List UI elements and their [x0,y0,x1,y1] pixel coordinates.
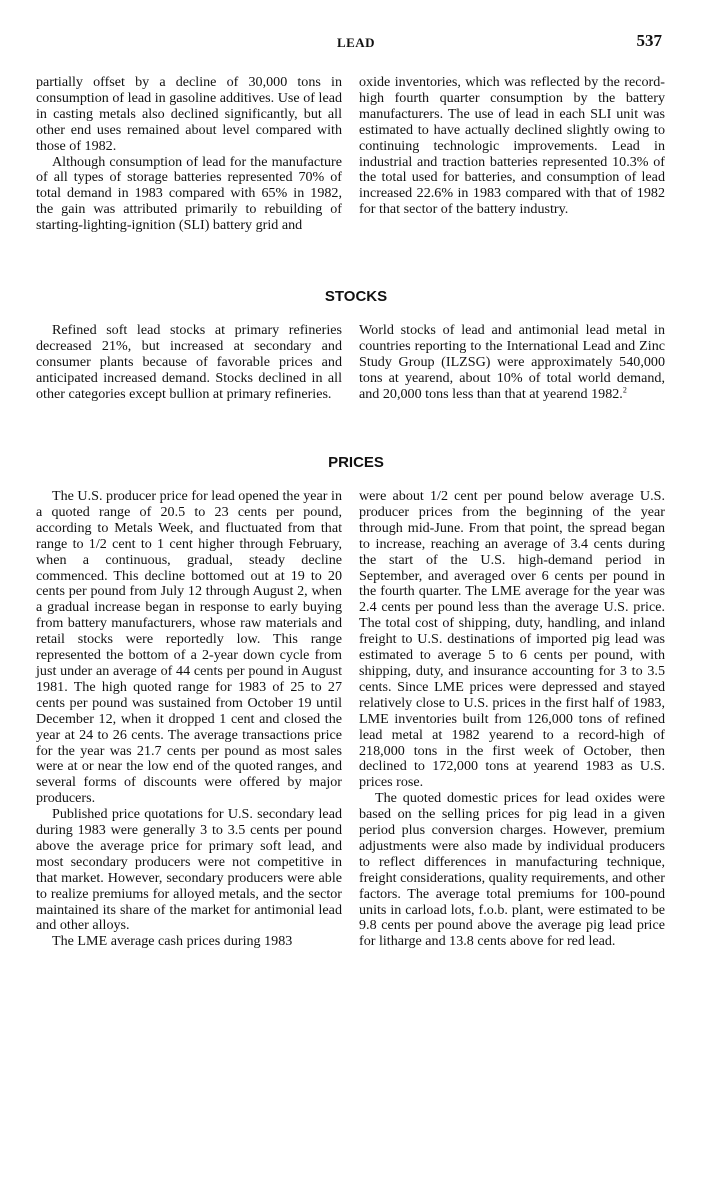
section-heading-stocks: STOCKS [324,288,388,305]
footnote-reference: 2 [622,384,627,394]
paragraph: Although consumption of lead for the manufacture of all types of storage batteries represented 70% of total demand in 1983 compared with 65% in 1982, the gain was attributed primarily to rebuilding of starting-lighting-ignition (SLI) battery grid and [36,153,342,234]
paragraph: The LME average cash prices during 1983 [52,933,293,950]
intro-right-column [359,75,665,218]
paragraph: were about 1/2 cent per pound below average U.S. producer prices from the beginning of the year through mid-June. From that point, the spread began to increase, reaching an average of 3.4 cents during the start of the U.S. high-demand period in September, and averaged over 6 cents per pound in the fourth quarter. The LME average for the year was 2.4 cents per pound less than the average U.S. price. The total cost of shipping, duty, handling, and inland freight to U.S. destinations of imported pig lead was estimated to average 5 to 6 cents per pound, with shipping, duty, and insurance accounting for 3 to 3.5 cents. Since LME prices were depressed and stayed relatively close to U.S. prices in the first half of 1983, LME inventories built from 126,000 tons of refined lead metal at 1982 yearend to a record-high of 218,000 tons in the first week of October, then declined to 172,000 tons at yearend 1983 as U.S. prices rose. [359,488,665,791]
intro-left-column [36,75,342,234]
stocks-right-column [359,323,665,403]
paragraph: oxide inventories, which was reflected by the record-high fourth quarter consumption by the battery manufacturers. The use of lead in each SLI unit was estimated to have actually declined slightly owing to continuing technologic improvements. Lead in industrial and traction batteries represented 10.3% of the total used for batteries, and consumption of lead increased 22.6% in 1983 compared with that of 1982 for that sector of the battery industry. [359,74,665,218]
running-title: LEAD [336,35,376,50]
paragraph: The quoted domestic prices for lead oxides were based on the selling prices for pig lead in a given period plus conversion charges. However, premium adjustments were also made by individual producers to reflect differences in manufacturing technique, freight considerations, quality requirements, and other factors. The average total premiums for 100-pound units in carload lots, f.o.b. plant, were estimated to be 9.8 cents per pound above the average pig lead price for litharge and 13.8 cents above for red lead. [359,790,665,950]
paragraph-text: World stocks of lead and antimonial lead metal in countries reporting to the International Lead and Zinc Study Group (ILZSG) were approximately 540,000 tons at yearend, about 10% of total world demand, and 20,000 tons less than that at yearend 1982. [359,322,665,402]
running-head [0,33,712,53]
paragraph [359,323,665,403]
stocks-left-column [36,323,342,403]
prices-right-column [359,489,665,950]
page-number: 537 [636,31,662,50]
section-heading-prices: PRICES [328,454,384,471]
paragraph: partially offset by a decline of 30,000 tons in consumption of lead in gasoline additives. Use of lead in casting metals also declined significantly, but all other end uses remained about level compared with those of 1982. [36,74,342,154]
paragraph: Refined soft lead stocks at primary refineries decreased 21%, but increased at secondary and consumer plants because of favorable prices and anticipated increased demand. Stocks declined in all other categories except bullion at primary refineries. [36,322,342,402]
paragraph: Published price quotations for U.S. secondary lead during 1983 were generally 3 to 3.5 cents per pound above the average price for primary soft lead, and most secondary producers were not competitive in that market. However, secondary producers were able to realize premiums for alloyed metals, and the sector maintained its share of the market for antimonial lead and other alloys. [36,806,342,934]
prices-left-column [36,489,342,950]
paragraph: The U.S. producer price for lead opened the year in a quoted range of 20.5 to 23 cents per pound, according to Metals Week, and fluctuated from that range to 1/2 cent to 1 cent higher through February, when a continuous, gradual, steady decline commenced. This decline bottomed out at 19 to 20 cents per pound from July 12 through August 2, when a gradual increase began in response to early buying from battery manufacturers, whose raw materials and retail stocks were reportedly low. This range represented the bottom of a 2-year down cycle from just under an average of 44 cents per pound in August 1981. The high quoted range for 1983 of 25 to 27 cents per pound was sustained from October 19 until December 12, when it dropped 1 cent and closed the year at 24 to 26 cents. The average transactions price for the year was 21.7 cents per pound as most sales were at or near the low end of the quoted ranges, and several forms of discounts were offered by major producers. [36,488,342,807]
